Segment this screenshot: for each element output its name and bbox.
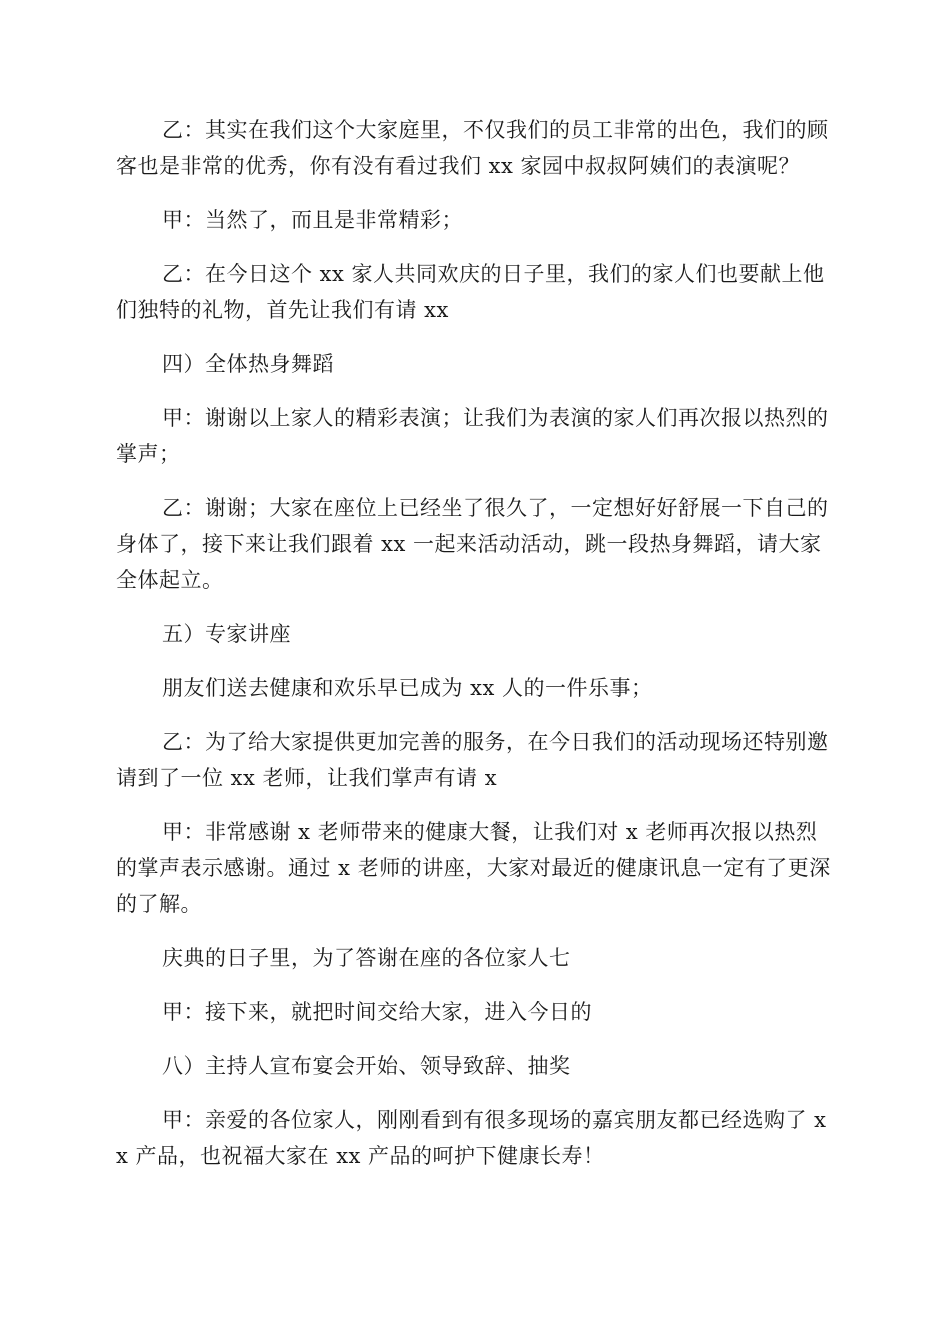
section-heading: 八）主持人宣布宴会开始、领导致辞、抽奖 [162, 1054, 571, 1078]
paragraph: 庆典的日子里，为了答谢在座的各位家人七 [162, 946, 571, 970]
paragraph: 甲：接下来，就把时间交给大家，进入今日的 [162, 1000, 592, 1024]
paragraph: 乙：谢谢；大家在座位上已经坐了很久了，一定想好好舒展一下自己的身体了，接下来让我们跟着 xx 一起来活动活动，跳一段热身舞蹈，请大家全体起立。 [116, 496, 829, 592]
paragraph: 甲：谢谢以上家人的精彩表演；让我们为表演的家人们再次报以热烈的掌声； [116, 406, 829, 466]
document-body [116, 112, 836, 1192]
paragraph: 乙：为了给大家提供更加完善的服务，在今日我们的活动现场还特别邀请到了一位 xx 老师，让我们掌声有请 x [116, 730, 829, 790]
paragraph: 朋友们送去健康和欢乐早已成为 xx 人的一件乐事； [162, 676, 653, 700]
paragraph: 甲：非常感谢 x 老师带来的健康大餐，让我们对 x 老师再次报以热烈的掌声表示感谢。通过 x 老师的讲座，大家对最近的健康讯息一定有了更深的了解。 [116, 820, 831, 916]
paragraph: 甲：亲爱的各位家人，刚刚看到有很多现场的嘉宾朋友都已经选购了 xx 产品，也祝福大家在 xx 产品的呵护下健康长寿！ [116, 1108, 827, 1168]
section-heading: 四）全体热身舞蹈 [162, 352, 334, 376]
paragraph: 乙：在今日这个 xx 家人共同欢庆的日子里，我们的家人们也要献上他们独特的礼物，首先让我们有请 xx [116, 262, 825, 322]
section-heading: 五）专家讲座 [162, 622, 291, 646]
paragraph: 乙：其实在我们这个大家庭里，不仅我们的员工非常的出色，我们的顾客也是非常的优秀，你有没有看过我们 xx 家园中叔叔阿姨们的表演呢？ [116, 118, 829, 178]
paragraph: 甲：当然了，而且是非常精彩； [162, 208, 463, 232]
